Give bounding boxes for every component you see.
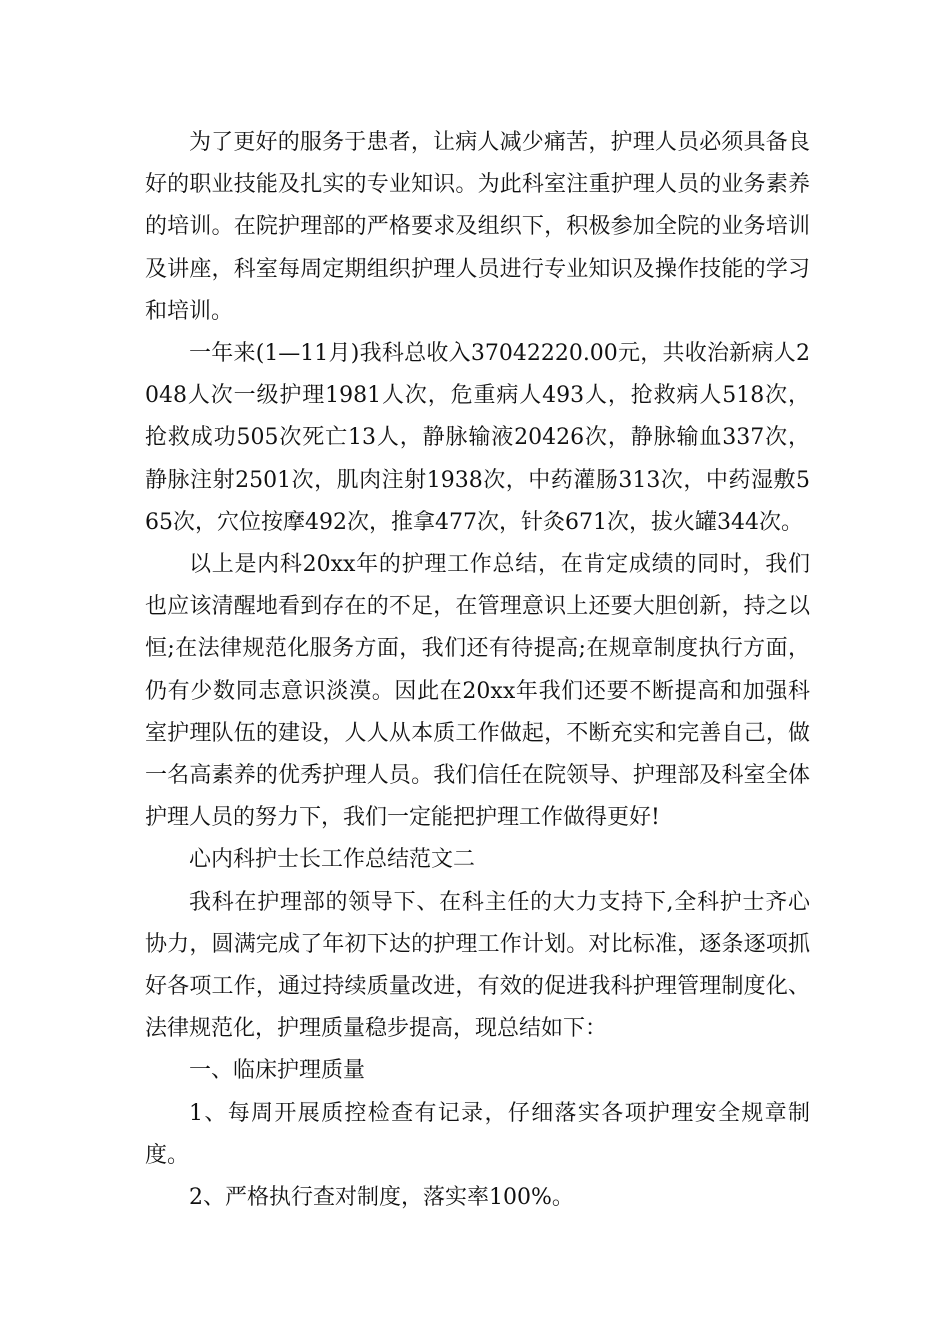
paragraph-department-intro: 我科在护理部的领导下、在科主任的大力支持下,全科护士齐心协力，圆满完成了年初下达的护理工作计划。对比标准，逐条逐项抓好各项工作，通过持续质量改进，有效的促进我科护理管理制度化、法律规范化，护理质量稳步提高，现总结如下： [145,889,810,1042]
section-title-sample-two: 心内科护士长工作总结范文二 [189,847,476,873]
list-item-weekly-quality-check: 1、每周开展质控检查有记录，仔细落实各项护理安全规章制度。 [145,1100,810,1168]
document-body [145,122,810,1219]
heading-clinical-nursing-quality: 一、临床护理质量 [189,1058,366,1084]
list-item-verification-system: 2、严格执行查对制度，落实率100%。 [189,1185,574,1211]
paragraph-annual-statistics: 一年来(1—11月)我科总收入37042220.00元，共收治新病人2048人次一级护理1981人次，危重病人493人，抢救病人518次，抢救成功505次死亡13人，静脉输液20426次，静脉输血337次，静脉注射2501次，肌肉注射1938次，中药灌肠313次，中药湿敷565次，穴位按摩492次，推拿477次，针灸671次，拔火罐344次。 [145,341,810,535]
paragraph-summary-conclusion: 以上是内科20xx年的护理工作总结，在肯定成绩的同时，我们也应该清醒地看到存在的不足，在管理意识上还要大胆创新，持之以恒;在法律规范化服务方面，我们还有待提高;在规章制度执行方面，仍有少数同志意识淡漠。因此在20xx年我们还要不断提高和加强科室护理队伍的建设，人人从本质工作做起，不断充实和完善自己，做一名高素养的优秀护理人员。我们信任在院领导、护理部及科室全体护理人员的努力下，我们一定能把护理工作做得更好! [145,552,810,831]
paragraph-nursing-training: 为了更好的服务于患者，让病人减少痛苦，护理人员必须具备良好的职业技能及扎实的专业知识。为此科室注重护理人员的业务素养的培训。在院护理部的严格要求及组织下，积极参加全院的业务培训及讲座，科室每周定期组织护理人员进行专业知识及操作技能的学习和培训。 [145,130,810,324]
